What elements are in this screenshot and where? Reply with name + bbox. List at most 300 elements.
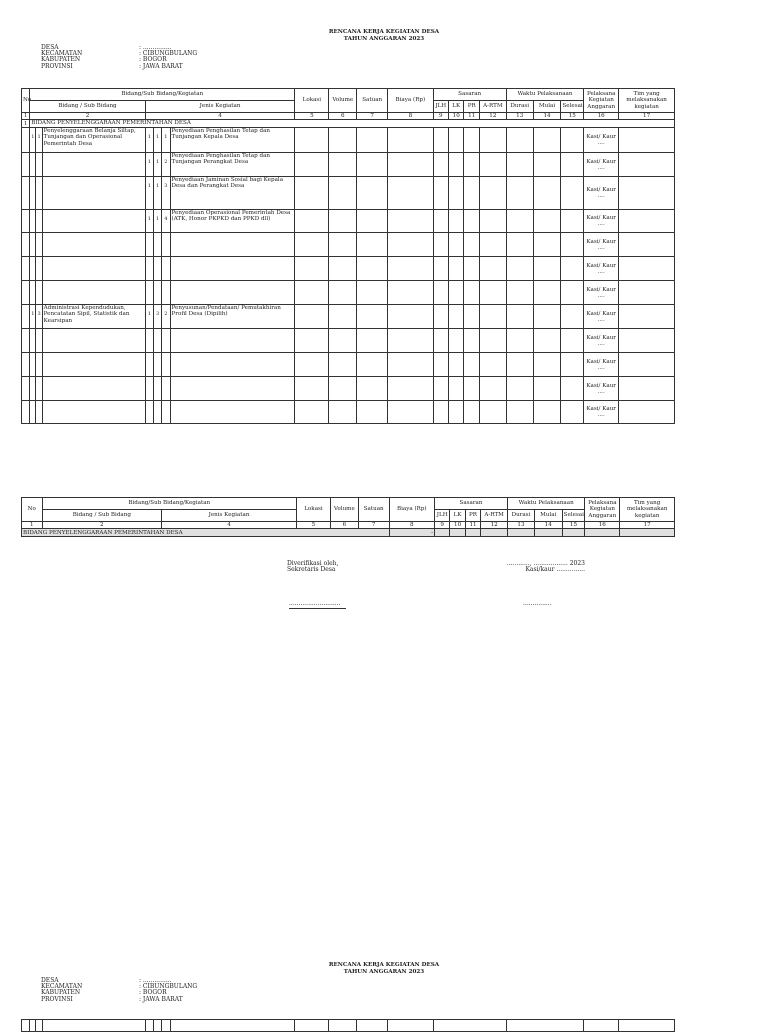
keg-code-3	[162, 377, 170, 401]
kegiatan-name	[170, 281, 295, 305]
info-value: : ...............	[139, 977, 172, 984]
col-bidang-header: Bidang/Sub Bidang/Kegiatan	[42, 498, 296, 510]
row-no	[22, 401, 30, 424]
lokasi-cell	[295, 210, 329, 233]
biaya-cell	[388, 128, 433, 153]
lokasi-cell	[295, 233, 329, 257]
info-label: PROVINSI	[41, 62, 73, 70]
col-number: 4	[162, 522, 297, 529]
summary-cell	[481, 529, 508, 537]
pelaksana-cell: Kasi/ Kaur ....	[584, 401, 619, 424]
keg-code-3	[162, 281, 170, 305]
sub-code-2: 3	[36, 305, 42, 329]
artm-cell	[479, 401, 506, 424]
table-row	[22, 153, 675, 177]
keg-code-2: 1	[154, 128, 162, 153]
keg-code-2	[154, 233, 162, 257]
biaya-cell	[388, 257, 433, 281]
mulai-cell	[533, 128, 561, 153]
selesai-cell	[561, 233, 584, 257]
col-number: 12	[481, 522, 508, 529]
p2-cell	[584, 1020, 619, 1032]
durasi-cell	[506, 153, 533, 177]
satuan-cell	[357, 257, 388, 281]
summary-biaya-total: -	[389, 529, 434, 537]
biaya-cell	[388, 401, 433, 424]
jlh-cell	[433, 401, 448, 424]
col-number: 16	[584, 113, 619, 120]
pelaksana-cell: Kasi/ Kaur ....	[584, 281, 619, 305]
satuan-cell	[357, 177, 388, 210]
row-no	[22, 257, 30, 281]
summary-cell	[450, 529, 465, 537]
mulai-cell	[533, 177, 561, 210]
keg-code-3	[162, 353, 170, 377]
col-number: 15	[562, 522, 585, 529]
durasi-cell	[506, 210, 533, 233]
sub-bidang-name: Administrasi Kependudukan, Pencatatan Sipil, Statistik dan Kearsipan	[42, 305, 145, 329]
mulai-cell	[533, 329, 561, 353]
keg-code-2	[154, 353, 162, 377]
jlh-cell	[433, 210, 448, 233]
satuan-cell	[357, 210, 388, 233]
tim-cell	[619, 329, 675, 353]
mulai-cell	[533, 305, 561, 329]
col-number: 15	[561, 113, 584, 120]
summary-cell	[562, 529, 585, 537]
pelaksana-cell: Kasi/ Kaur ....	[584, 353, 619, 377]
keg-code-2	[154, 257, 162, 281]
row-no	[22, 153, 30, 177]
p2-cell	[42, 1020, 145, 1032]
keg-code-1: 1	[145, 128, 153, 153]
col-tim: Tim yang melaksanakan kegiatan	[620, 498, 675, 522]
durasi-cell	[506, 257, 533, 281]
tim-cell	[619, 257, 675, 281]
col-biaya: Biaya (Rp)	[388, 89, 433, 113]
volume-cell	[329, 210, 357, 233]
satuan-cell	[357, 153, 388, 177]
volume-cell	[329, 153, 357, 177]
pelaksana-cell: Kasi/ Kaur ....	[584, 329, 619, 353]
sub-bidang-name	[42, 401, 145, 424]
doc-title: RENCANA KERJA KEGIATAN DESA	[328, 29, 440, 35]
kegiatan-name: Penyediaan Operasional Pemerintah Desa (ATK, Honor PKPKD dan PPKD dll)	[170, 210, 295, 233]
kegiatan-name: Penyediaan Jaminan Sosial bagi Kepala Desa dan Perangkat Desa	[170, 177, 295, 210]
mulai-cell	[533, 153, 561, 177]
volume-cell	[329, 233, 357, 257]
satuan-cell	[357, 329, 388, 353]
sub-bidang-name	[42, 257, 145, 281]
kegiatan-name: Penyusunan/Pendataan/ Pemutakhiran Profil Desa (Dipilih)	[170, 305, 295, 329]
lk-cell	[449, 257, 464, 281]
volume-cell	[329, 377, 357, 401]
keg-code-2	[154, 401, 162, 424]
lokasi-cell	[295, 377, 329, 401]
keg-code-3: 2	[162, 305, 170, 329]
keg-code-1: 1	[145, 153, 153, 177]
jlh-cell	[433, 128, 448, 153]
activity-table	[21, 88, 675, 424]
keg-code-2: 3	[154, 305, 162, 329]
summary-cell	[465, 529, 480, 537]
col-jenis: Jenis Kegiatan	[145, 101, 295, 113]
kegiatan-name	[170, 377, 295, 401]
col-number: 1	[22, 522, 43, 529]
tim-cell	[619, 377, 675, 401]
pr-cell	[464, 329, 479, 353]
durasi-cell	[506, 401, 533, 424]
col-number: 10	[450, 522, 465, 529]
keg-code-1	[145, 401, 153, 424]
col-number: 7	[358, 522, 389, 529]
col-number: 8	[389, 522, 434, 529]
col-lokasi: Lokasi	[296, 498, 330, 522]
satuan-cell	[357, 401, 388, 424]
summary-cell	[508, 529, 535, 537]
info-value: : BOGOR	[139, 989, 167, 997]
kasi-signature-dots: ...............	[523, 600, 552, 607]
jlh-cell	[433, 353, 448, 377]
p2-cell	[357, 1020, 388, 1032]
tim-cell	[619, 153, 675, 177]
info-block-page2	[41, 978, 197, 1003]
volume-cell	[329, 257, 357, 281]
biaya-cell	[388, 305, 433, 329]
pelaksana-cell: Kasi/ Kaur ....	[584, 305, 619, 329]
biaya-cell	[388, 329, 433, 353]
kegiatan-name	[170, 233, 295, 257]
col-artm: A-RTM	[481, 510, 508, 522]
selesai-cell	[561, 401, 584, 424]
col-number: 13	[506, 113, 533, 120]
col-biaya: Biaya (Rp)	[389, 498, 434, 522]
col-number: 16	[585, 522, 620, 529]
pr-cell	[464, 305, 479, 329]
satuan-cell	[357, 377, 388, 401]
p2-cell	[22, 1020, 30, 1032]
mulai-cell	[533, 210, 561, 233]
mulai-cell	[533, 281, 561, 305]
col-volume: Volume	[330, 498, 358, 522]
col-selesai: Selesai	[562, 510, 585, 522]
durasi-cell	[506, 305, 533, 329]
col-waktu: Waktu Pelaksanaan	[508, 498, 585, 510]
p2-cell	[170, 1020, 295, 1032]
lokasi-cell	[295, 128, 329, 153]
date-block	[497, 561, 585, 574]
volume-cell	[329, 128, 357, 153]
selesai-cell	[561, 305, 584, 329]
p2-cell	[433, 1020, 506, 1032]
table-row	[22, 233, 675, 257]
sub-code-1: 1	[30, 128, 36, 153]
col-jenis: Jenis Kegiatan	[162, 510, 297, 522]
mulai-cell	[533, 401, 561, 424]
selesai-cell	[561, 353, 584, 377]
lk-cell	[449, 377, 464, 401]
table-row	[22, 377, 675, 401]
durasi-cell	[506, 353, 533, 377]
satuan-cell	[357, 128, 388, 153]
durasi-cell	[506, 233, 533, 257]
col-durasi: Durasi	[508, 510, 535, 522]
doc-title-page2: RENCANA KERJA KEGIATAN DESA	[328, 962, 440, 968]
biaya-cell	[388, 153, 433, 177]
tim-cell	[619, 305, 675, 329]
col-lk: LK	[450, 510, 465, 522]
pr-cell	[464, 210, 479, 233]
mulai-cell	[533, 257, 561, 281]
lk-cell	[449, 401, 464, 424]
pr-cell	[464, 233, 479, 257]
pr-cell	[464, 257, 479, 281]
keg-code-1: 1	[145, 210, 153, 233]
keg-code-3: 3	[162, 177, 170, 210]
keg-code-1: 1	[145, 305, 153, 329]
biaya-cell	[388, 281, 433, 305]
table-row	[22, 353, 675, 377]
lk-cell	[449, 353, 464, 377]
col-waktu: Waktu Pelaksanaan	[506, 89, 583, 101]
col-number: 7	[357, 113, 388, 120]
biaya-cell	[388, 177, 433, 210]
p2-cell	[162, 1020, 170, 1032]
jlh-cell	[433, 177, 448, 210]
col-pelaksana: Pelaksana Kegiatan Anggaran	[584, 89, 619, 113]
col-sasaran: Sasaran	[434, 498, 507, 510]
selesai-cell	[561, 128, 584, 153]
selesai-cell	[561, 281, 584, 305]
biaya-cell	[388, 210, 433, 233]
volume-cell	[329, 177, 357, 210]
col-number: 11	[465, 522, 480, 529]
p2-cell	[619, 1020, 675, 1032]
col-number: 14	[534, 522, 562, 529]
sub-bidang-name	[42, 377, 145, 401]
col-number: 6	[330, 522, 358, 529]
lk-cell	[449, 233, 464, 257]
info-value: : JAWA BARAT	[139, 995, 183, 1003]
col-satuan: Satuan	[357, 89, 388, 113]
tim-cell	[619, 233, 675, 257]
col-lokasi: Lokasi	[295, 89, 329, 113]
summary-cell	[534, 529, 562, 537]
pelaksana-cell: Kasi/ Kaur ....	[584, 210, 619, 233]
doc-subtitle-page2: TAHUN ANGGARAN 2023	[343, 969, 425, 975]
lk-cell	[449, 128, 464, 153]
activity-table-page2	[21, 1019, 675, 1032]
mulai-cell	[533, 377, 561, 401]
volume-cell	[329, 305, 357, 329]
table-row	[22, 329, 675, 353]
selesai-cell	[561, 210, 584, 233]
keg-code-2	[154, 377, 162, 401]
lk-cell	[449, 153, 464, 177]
col-pr: PR	[465, 510, 480, 522]
col-number: 2	[30, 113, 146, 120]
table-row	[22, 401, 675, 424]
row-no	[22, 329, 30, 353]
col-satuan: Satuan	[358, 498, 389, 522]
info-label: KABUPATEN	[41, 56, 81, 64]
lokasi-cell	[295, 153, 329, 177]
info-value: : JAWA BARAT	[139, 62, 183, 70]
info-label: DESA	[41, 44, 59, 51]
artm-cell	[479, 377, 506, 401]
section-no: 1	[22, 120, 30, 128]
pelaksana-cell: Kasi/ Kaur ....	[584, 257, 619, 281]
satuan-cell	[357, 233, 388, 257]
info-value: : CIBUNGBULANG	[139, 50, 198, 58]
satuan-cell	[357, 281, 388, 305]
selesai-cell	[561, 329, 584, 353]
col-number: 5	[295, 113, 329, 120]
volume-cell	[329, 353, 357, 377]
kegiatan-name	[170, 257, 295, 281]
kegiatan-name: Penyediaan Penghasilan Tetap dan Tunjangan Perangkat Desa	[170, 153, 295, 177]
sub-bidang-name	[42, 329, 145, 353]
kegiatan-name	[170, 401, 295, 424]
col-number: 6	[329, 113, 357, 120]
pr-cell	[464, 177, 479, 210]
col-number: 5	[296, 522, 330, 529]
satuan-cell	[357, 305, 388, 329]
keg-code-3: 2	[162, 153, 170, 177]
tim-cell	[619, 353, 675, 377]
selesai-cell	[561, 257, 584, 281]
kegiatan-name: Penyediaan Penghasilan Tetap dan Tunjangan Kepala Desa	[170, 128, 295, 153]
sub-bidang-name	[42, 153, 145, 177]
pelaksana-cell: Kasi/ Kaur ....	[584, 153, 619, 177]
lokasi-cell	[295, 329, 329, 353]
table-row	[22, 128, 675, 153]
keg-code-1	[145, 377, 153, 401]
col-number: 17	[619, 113, 675, 120]
info-value: : CIBUNGBULANG	[139, 983, 198, 991]
lk-cell	[449, 281, 464, 305]
pr-cell	[464, 377, 479, 401]
keg-code-2: 1	[154, 153, 162, 177]
p2-cell	[388, 1020, 433, 1032]
info-value: : ...............	[139, 44, 172, 51]
keg-code-2	[154, 281, 162, 305]
verifier-block	[287, 561, 338, 574]
info-label: KABUPATEN	[41, 989, 81, 997]
pr-cell	[464, 401, 479, 424]
verifier-signature-line	[289, 608, 346, 609]
keg-code-1	[145, 233, 153, 257]
col-selesai: Selesai	[561, 101, 584, 113]
col-number: 10	[449, 113, 464, 120]
sub-bidang-name: Penyelenggaraan Belanja Siltap, Tunjangan dan Operasional Pemerintah Desa	[42, 128, 145, 153]
keg-code-3: 4	[162, 210, 170, 233]
col-mulai: Mulai	[533, 101, 561, 113]
col-number: 13	[508, 522, 535, 529]
col-bidang-header: Bidang/Sub Bidang/Kegiatan	[30, 89, 295, 101]
summary-cell	[620, 529, 675, 537]
lk-cell	[449, 177, 464, 210]
durasi-cell	[506, 377, 533, 401]
info-label: PROVINSI	[41, 995, 73, 1003]
sub-code-1: 1	[30, 305, 36, 329]
keg-code-2: 1	[154, 177, 162, 210]
row-no	[22, 128, 30, 153]
lokasi-cell	[295, 257, 329, 281]
lk-cell	[449, 329, 464, 353]
keg-code-2: 1	[154, 210, 162, 233]
table-row	[22, 210, 675, 233]
artm-cell	[479, 257, 506, 281]
col-number: 11	[464, 113, 479, 120]
tim-cell	[619, 128, 675, 153]
sub-bidang-name	[42, 281, 145, 305]
col-number: 4	[145, 113, 295, 120]
artm-cell	[479, 177, 506, 210]
info-block	[41, 45, 197, 70]
summary-cell	[434, 529, 449, 537]
durasi-cell	[506, 281, 533, 305]
p2-cell	[506, 1020, 583, 1032]
kasi-line: Kasi/kaur ...............	[525, 566, 585, 574]
col-number: 9	[434, 522, 449, 529]
sub-bidang-name	[42, 210, 145, 233]
keg-code-3	[162, 233, 170, 257]
lokasi-cell	[295, 305, 329, 329]
col-number: 14	[533, 113, 561, 120]
row-no	[22, 353, 30, 377]
col-volume: Volume	[329, 89, 357, 113]
artm-cell	[479, 329, 506, 353]
keg-code-1	[145, 353, 153, 377]
row-no	[22, 177, 30, 210]
volume-cell	[329, 329, 357, 353]
artm-cell	[479, 233, 506, 257]
sub-code-2: 1	[36, 128, 42, 153]
col-mulai: Mulai	[534, 510, 562, 522]
pelaksana-cell: Kasi/ Kaur ....	[584, 377, 619, 401]
row-no	[22, 210, 30, 233]
keg-code-3	[162, 329, 170, 353]
col-bidang-sub: Bidang / Sub Bidang	[30, 101, 146, 113]
summary-table	[21, 497, 675, 537]
col-durasi: Durasi	[506, 101, 533, 113]
verifier-line2: Sekretaris Desa	[287, 566, 336, 574]
row-no	[22, 377, 30, 401]
artm-cell	[479, 281, 506, 305]
mulai-cell	[533, 233, 561, 257]
sub-bidang-name	[42, 233, 145, 257]
col-lk: LK	[449, 101, 464, 113]
keg-code-3	[162, 257, 170, 281]
jlh-cell	[433, 153, 448, 177]
biaya-cell	[388, 377, 433, 401]
info-value: : BOGOR	[139, 56, 167, 64]
biaya-cell	[388, 233, 433, 257]
artm-cell	[479, 128, 506, 153]
col-number: 12	[479, 113, 506, 120]
table-row	[22, 281, 675, 305]
col-jlh: JLH	[433, 101, 448, 113]
p2-cell	[329, 1020, 357, 1032]
col-number: 8	[388, 113, 433, 120]
jlh-cell	[433, 305, 448, 329]
selesai-cell	[561, 153, 584, 177]
p2-cell	[145, 1020, 153, 1032]
col-number: 17	[620, 522, 675, 529]
col-artm: A-RTM	[479, 101, 506, 113]
artm-cell	[479, 353, 506, 377]
